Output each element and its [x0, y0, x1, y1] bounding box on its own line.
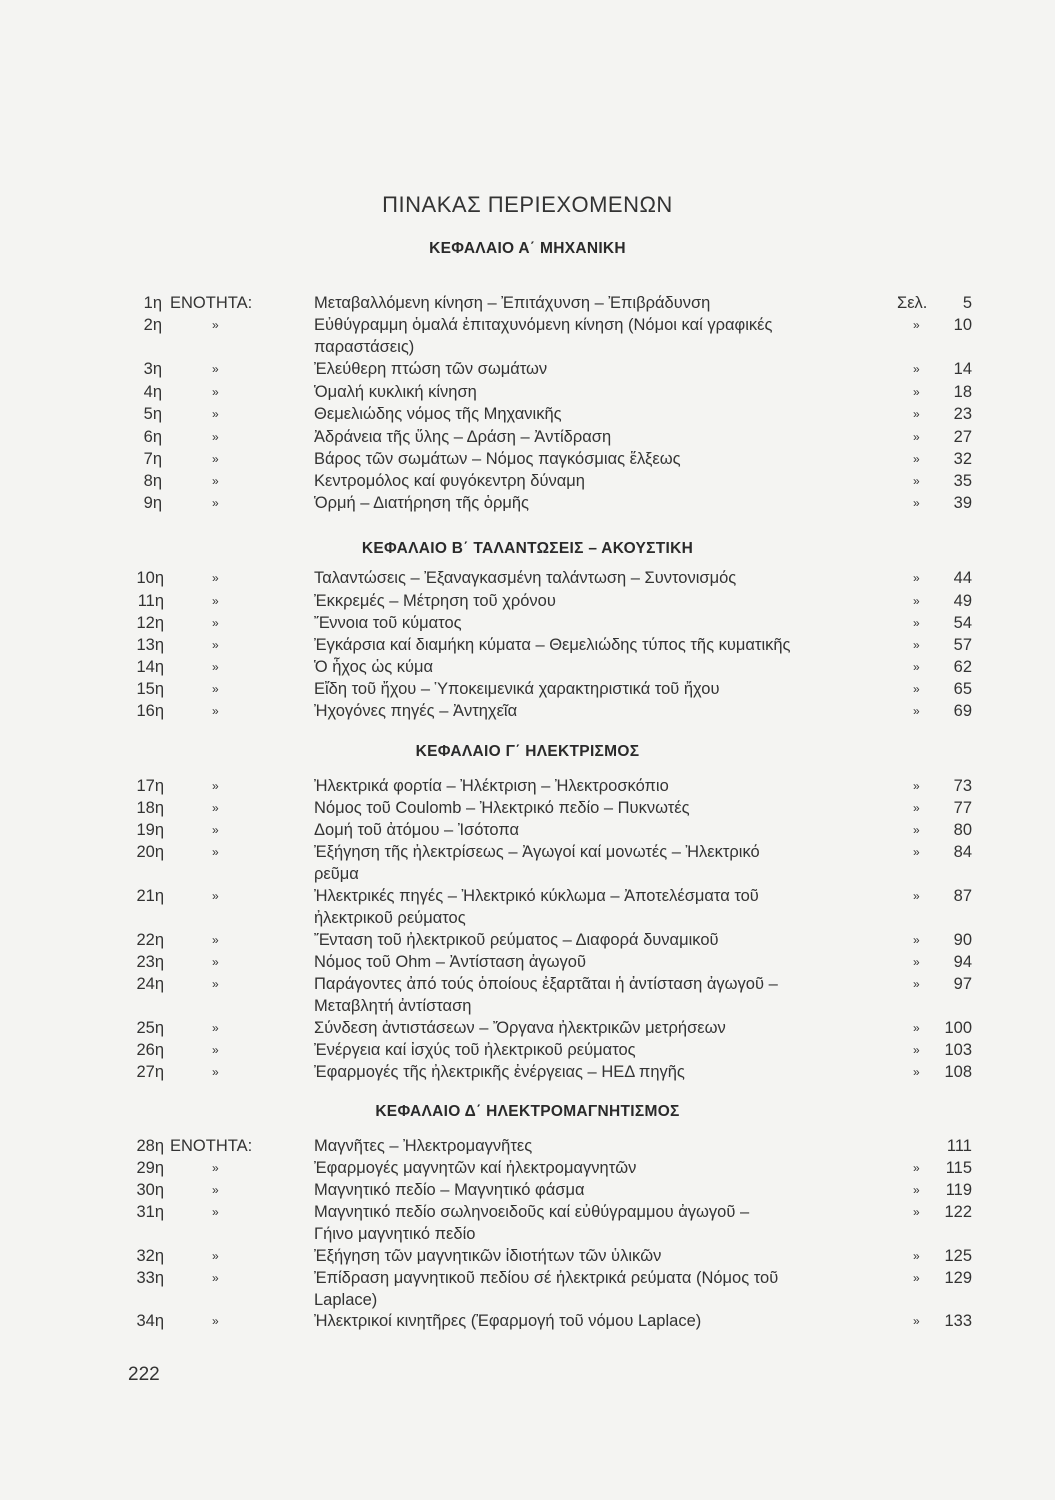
ditto-mark: »	[212, 1065, 219, 1079]
entry-title: Ἠλεκτρικοί κινητῆρες (Ἐφαρμογή τοῦ νόμου Laplace)	[314, 1312, 702, 1330]
unit-number: 4η	[143, 383, 162, 401]
entry-title: Ἠλεκτρικά φορτία – Ἠλέκτριση – Ἠλεκτροσκόπιο	[314, 777, 669, 795]
entry-title: Εὐθύγραμμη ὁμαλά ἐπιταχυνόμενη κίνηση (Νόμοι καί γραφικές παραστάσεις)	[314, 316, 773, 356]
entry-title: Ἀδράνεια τῆς ὕλης – Δράση – Ἀντίδραση	[314, 428, 612, 446]
entry-title: Μαγνῆτες – Ἠλεκτρομαγνῆτες	[314, 1137, 533, 1155]
page-ref: 62	[953, 658, 972, 676]
ditto-mark: »	[913, 845, 920, 859]
unit-number: 22η	[136, 931, 164, 949]
ditto-mark: »	[212, 1271, 219, 1285]
page-ref: 115	[945, 1159, 972, 1177]
page-ref: 32	[953, 450, 972, 468]
entry-title: Νόμος τοῦ Coulomb – Ἠλεκτρικό πεδίο – Πυκνωτές	[314, 799, 690, 817]
ditto-mark: »	[212, 496, 219, 510]
page-ref: 90	[953, 931, 972, 949]
page-ref: 103	[944, 1041, 972, 1059]
page-ref: 65	[953, 680, 972, 698]
ditto-mark: »	[212, 889, 219, 903]
entry-title: Ἠχογόνες πηγές – Ἀντηχεῖα	[314, 702, 518, 720]
unit-number: 14η	[136, 658, 164, 676]
page-ref: 94	[953, 953, 972, 971]
ditto-mark: »	[212, 407, 219, 421]
ditto-mark: »	[212, 1205, 219, 1219]
unit-number: 25η	[136, 1019, 164, 1037]
page-ref: 49	[953, 592, 972, 610]
unit-number: 6η	[143, 428, 162, 446]
page-ref: 80	[953, 821, 972, 839]
ditto-mark: »	[212, 704, 219, 718]
unit-label: ΕΝΟΤΗΤΑ:	[170, 1137, 253, 1155]
page-ref: 35	[953, 472, 972, 490]
ditto-mark: »	[212, 660, 219, 674]
unit-number: 3η	[143, 360, 162, 378]
ditto-mark: »	[913, 1314, 920, 1328]
page-ref: 69	[953, 702, 972, 720]
page-ref: 119	[945, 1181, 972, 1199]
unit-number: 28η	[136, 1137, 164, 1155]
unit-number: 13η	[136, 636, 164, 654]
ditto-mark: »	[913, 1271, 920, 1285]
ditto-mark: »	[212, 955, 219, 969]
ditto-mark: »	[913, 779, 920, 793]
ditto-mark: »	[212, 1314, 219, 1328]
ditto-mark: »	[212, 362, 219, 376]
entry-title: Δομή τοῦ ἀτόμου – Ἰσότοπα	[314, 821, 520, 839]
ditto-mark: »	[212, 845, 219, 859]
page-title: ΠΙΝΑΚΑΣ ΠΕΡΙΕΧΟΜΕΝΩΝ	[382, 192, 673, 217]
entry-title: Ἐφαρμογές μαγνητῶν καί ἠλεκτρομαγνητῶν	[314, 1159, 637, 1177]
ditto-mark: »	[913, 933, 920, 947]
ditto-mark: »	[212, 571, 219, 585]
chapter-heading: ΚΕΦΑΛΑΙΟ Α΄ ΜΗΧΑΝΙΚΗ	[429, 240, 626, 257]
page-ref: 39	[953, 494, 972, 512]
entry-title: Ταλαντώσεις – Ἐξαναγκασμένη ταλάντωση – Συντονισμός	[314, 569, 737, 587]
unit-number: 23η	[136, 953, 164, 971]
entry-title: Νόμος τοῦ Ohm – Ἀντίσταση ἀγωγοῦ	[314, 953, 586, 971]
ditto-mark: »	[212, 430, 219, 444]
ditto-mark: »	[212, 638, 219, 652]
unit-number: 1η	[143, 294, 162, 312]
chapter-heading: ΚΕΦΑΛΑΙΟ Γ΄ ΗΛΕΚΤΡΙΣΜΟΣ	[415, 743, 640, 760]
ditto-mark: »	[913, 1183, 920, 1197]
ditto-mark: »	[913, 1021, 920, 1035]
entry-title: Σύνδεση ἀντιστάσεων – Ὄργανα ἠλεκτρικῶν μετρήσεων	[314, 1019, 726, 1037]
unit-number: 34η	[136, 1312, 164, 1330]
entry-title: Ἐξήγηση τῶν μαγνητικῶν ἰδιοτήτων τῶν ὑλικῶν	[314, 1247, 662, 1265]
page-ref: 125	[944, 1247, 972, 1265]
page-ref: 54	[953, 614, 972, 632]
page-ref: 10	[953, 316, 972, 334]
page-ref: 73	[953, 777, 972, 795]
ditto-mark: »	[913, 452, 920, 466]
unit-number: 15η	[136, 680, 164, 698]
ditto-mark: »	[913, 1043, 920, 1057]
unit-number: 20η	[136, 843, 164, 861]
page-ref: 84	[953, 843, 972, 861]
ditto-mark: »	[913, 955, 920, 969]
ditto-mark: »	[212, 318, 219, 332]
entry-title: Ὁρμή – Διατήρηση τῆς ὁρμῆς	[314, 494, 529, 512]
page-ref: 5	[962, 294, 972, 312]
entry-title: Κεντρομόλος καί φυγόκεντρη δύναμη	[314, 472, 585, 490]
unit-label: ΕΝΟΤΗΤΑ:	[170, 294, 253, 312]
ditto-mark: »	[913, 638, 920, 652]
ditto-mark: »	[913, 704, 920, 718]
unit-number: 27η	[136, 1063, 164, 1081]
ditto-mark: »	[913, 362, 920, 376]
ditto-mark: »	[913, 571, 920, 585]
ditto-mark: »	[913, 1205, 920, 1219]
entry-title: Ἔννοια τοῦ κύματος	[314, 614, 462, 632]
chapter-heading: ΚΕΦΑΛΑΙΟ Β΄ ΤΑΛΑΝΤΩΣΕΙΣ – ΑΚΟΥΣΤΙΚΗ	[361, 540, 694, 557]
unit-number: 11η	[137, 592, 164, 610]
page-number: 222	[128, 1364, 160, 1385]
ditto-mark: »	[913, 1065, 920, 1079]
ditto-mark: »	[913, 1249, 920, 1263]
page-ref: 18	[953, 383, 972, 401]
ditto-mark: »	[913, 385, 920, 399]
entry-title: Μαγνητικό πεδίο – Μαγνητικό φάσμα	[314, 1181, 585, 1199]
page-ref: 27	[953, 428, 972, 446]
ditto-mark: »	[212, 801, 219, 815]
unit-number: 21η	[136, 887, 164, 905]
unit-number: 9η	[143, 494, 162, 512]
unit-number: 10η	[136, 569, 164, 587]
ditto-mark: »	[212, 474, 219, 488]
ditto-mark: »	[913, 616, 920, 630]
unit-number: 12η	[136, 614, 164, 632]
unit-number: 2η	[143, 316, 162, 334]
entry-title: Μεταβαλλόμενη κίνηση – Ἐπιτάχυνση – Ἐπιβράδυνση	[314, 294, 711, 312]
entry-title: Ἐξήγηση τῆς ἠλεκτρίσεως – Ἀγωγοί καί μονωτές – Ἠλεκτρικό ρεῦμα	[314, 843, 760, 883]
ditto-mark: »	[212, 594, 219, 608]
unit-number: 7η	[143, 450, 162, 468]
unit-number: 29η	[136, 1159, 164, 1177]
entry-title: Ὁ ἦχος ὡς κύμα	[314, 658, 434, 676]
page-ref: 100	[944, 1019, 972, 1037]
entry-title: Ἐγκάρσια καί διαμήκη κύματα – Θεμελιώδης τύπος τῆς κυματικῆς	[314, 636, 791, 654]
page-ref: 133	[944, 1312, 972, 1330]
page-ref: 57	[953, 636, 972, 654]
ditto-mark: »	[212, 1249, 219, 1263]
ditto-mark: »	[913, 889, 920, 903]
ditto-mark: »	[212, 385, 219, 399]
page-ref: 122	[944, 1203, 972, 1221]
entry-title: Ἐλεύθερη πτώση τῶν σωμάτων	[314, 360, 548, 378]
unit-number: 32η	[136, 1247, 164, 1265]
unit-number: 31η	[136, 1203, 164, 1221]
page-ref: 87	[953, 887, 972, 905]
ditto-mark: »	[212, 682, 219, 696]
unit-number: 17η	[136, 777, 164, 795]
page-ref: 44	[953, 569, 972, 587]
unit-number: 19η	[136, 821, 164, 839]
entry-title: Παράγοντες ἀπό τούς ὁποίους ἐξαρτᾶται ἡ ἀντίσταση ἀγωγοῦ – Μεταβλητή ἀντίσταση	[314, 975, 778, 1015]
ditto-mark: »	[913, 977, 920, 991]
unit-number: 26η	[136, 1041, 164, 1059]
ditto-mark: »	[913, 474, 920, 488]
ditto-mark: »	[212, 823, 219, 837]
unit-number: 5η	[143, 405, 162, 423]
ditto-mark: »	[212, 1043, 219, 1057]
page-ref: 23	[953, 405, 972, 423]
page-ref: 108	[944, 1063, 972, 1081]
ditto-mark: »	[212, 977, 219, 991]
unit-number: 24η	[136, 975, 164, 993]
entry-title: Θεμελιώδης νόμος τῆς Μηχανικῆς	[314, 405, 562, 423]
ditto-mark: »	[913, 594, 920, 608]
entry-title: Ἐνέργεια καί ἰσχύς τοῦ ἠλεκτρικοῦ ρεύματος	[314, 1041, 636, 1059]
entry-title: Ἐπίδραση μαγνητικοῦ πεδίου σέ ἠλεκτρικά ρεύματα (Νόμος τοῦ Laplace)	[314, 1269, 779, 1309]
unit-number: 18η	[136, 799, 164, 817]
unit-number: 8η	[143, 472, 162, 490]
ditto-mark: »	[913, 496, 920, 510]
ditto-mark: »	[913, 318, 920, 332]
ditto-mark: »	[212, 452, 219, 466]
ditto-mark: »	[913, 801, 920, 815]
ditto-mark: »	[913, 1161, 920, 1175]
entry-title: Ἐφαρμογές τῆς ἠλεκτρικῆς ἐνέργειας – ΗΕΔ πηγῆς	[314, 1063, 685, 1081]
page-ref: 129	[944, 1269, 972, 1287]
page-ref: 77	[953, 799, 972, 817]
ditto-mark: »	[212, 779, 219, 793]
unit-number: 30η	[136, 1181, 164, 1199]
unit-number: 16η	[136, 702, 164, 720]
ditto-mark: »	[913, 682, 920, 696]
entry-title: Ἠλεκτρικές πηγές – Ἠλεκτρικό κύκλωμα – Ἀποτελέσματα τοῦ ἠλεκτρικοῦ ρεύματος	[314, 887, 759, 927]
ditto-mark: »	[913, 660, 920, 674]
entry-title: Εἴδη τοῦ ἤχου – Ὑποκειμενικά χαρακτηριστικά τοῦ ἤχου	[314, 680, 720, 698]
page-ref: 14	[953, 360, 972, 378]
entry-title: Ὁμαλή κυκλική κίνηση	[314, 383, 477, 401]
page-ref: 111	[946, 1137, 972, 1155]
page-ref: 97	[953, 975, 972, 993]
ditto-mark: »	[212, 933, 219, 947]
ditto-mark: »	[212, 616, 219, 630]
page-label: Σελ.	[897, 294, 928, 312]
ditto-mark: »	[913, 823, 920, 837]
unit-number: 33η	[136, 1269, 164, 1287]
entry-title: Μαγνητικό πεδίο σωληνοειδοῦς καί εὐθύγραμμου ἀγωγοῦ – Γήινο μαγνητικό πεδίο	[314, 1203, 750, 1243]
ditto-mark: »	[913, 430, 920, 444]
chapter-heading: ΚΕΦΑΛΑΙΟ Δ΄ ΗΛΕΚΤΡΟΜΑΓΝΗΤΙΣΜΟΣ	[375, 1103, 680, 1120]
ditto-mark: »	[212, 1161, 219, 1175]
entry-title: Βάρος τῶν σωμάτων – Νόμος παγκόσμιας ἕλξεως	[314, 450, 681, 468]
ditto-mark: »	[212, 1183, 219, 1197]
ditto-mark: »	[212, 1021, 219, 1035]
entry-title: Ἐκκρεμές – Μέτρηση τοῦ χρόνου	[314, 592, 556, 610]
entry-title: Ἔνταση τοῦ ἠλεκτρικοῦ ρεύματος – Διαφορά δυναμικοῦ	[314, 931, 719, 949]
ditto-mark: »	[913, 407, 920, 421]
